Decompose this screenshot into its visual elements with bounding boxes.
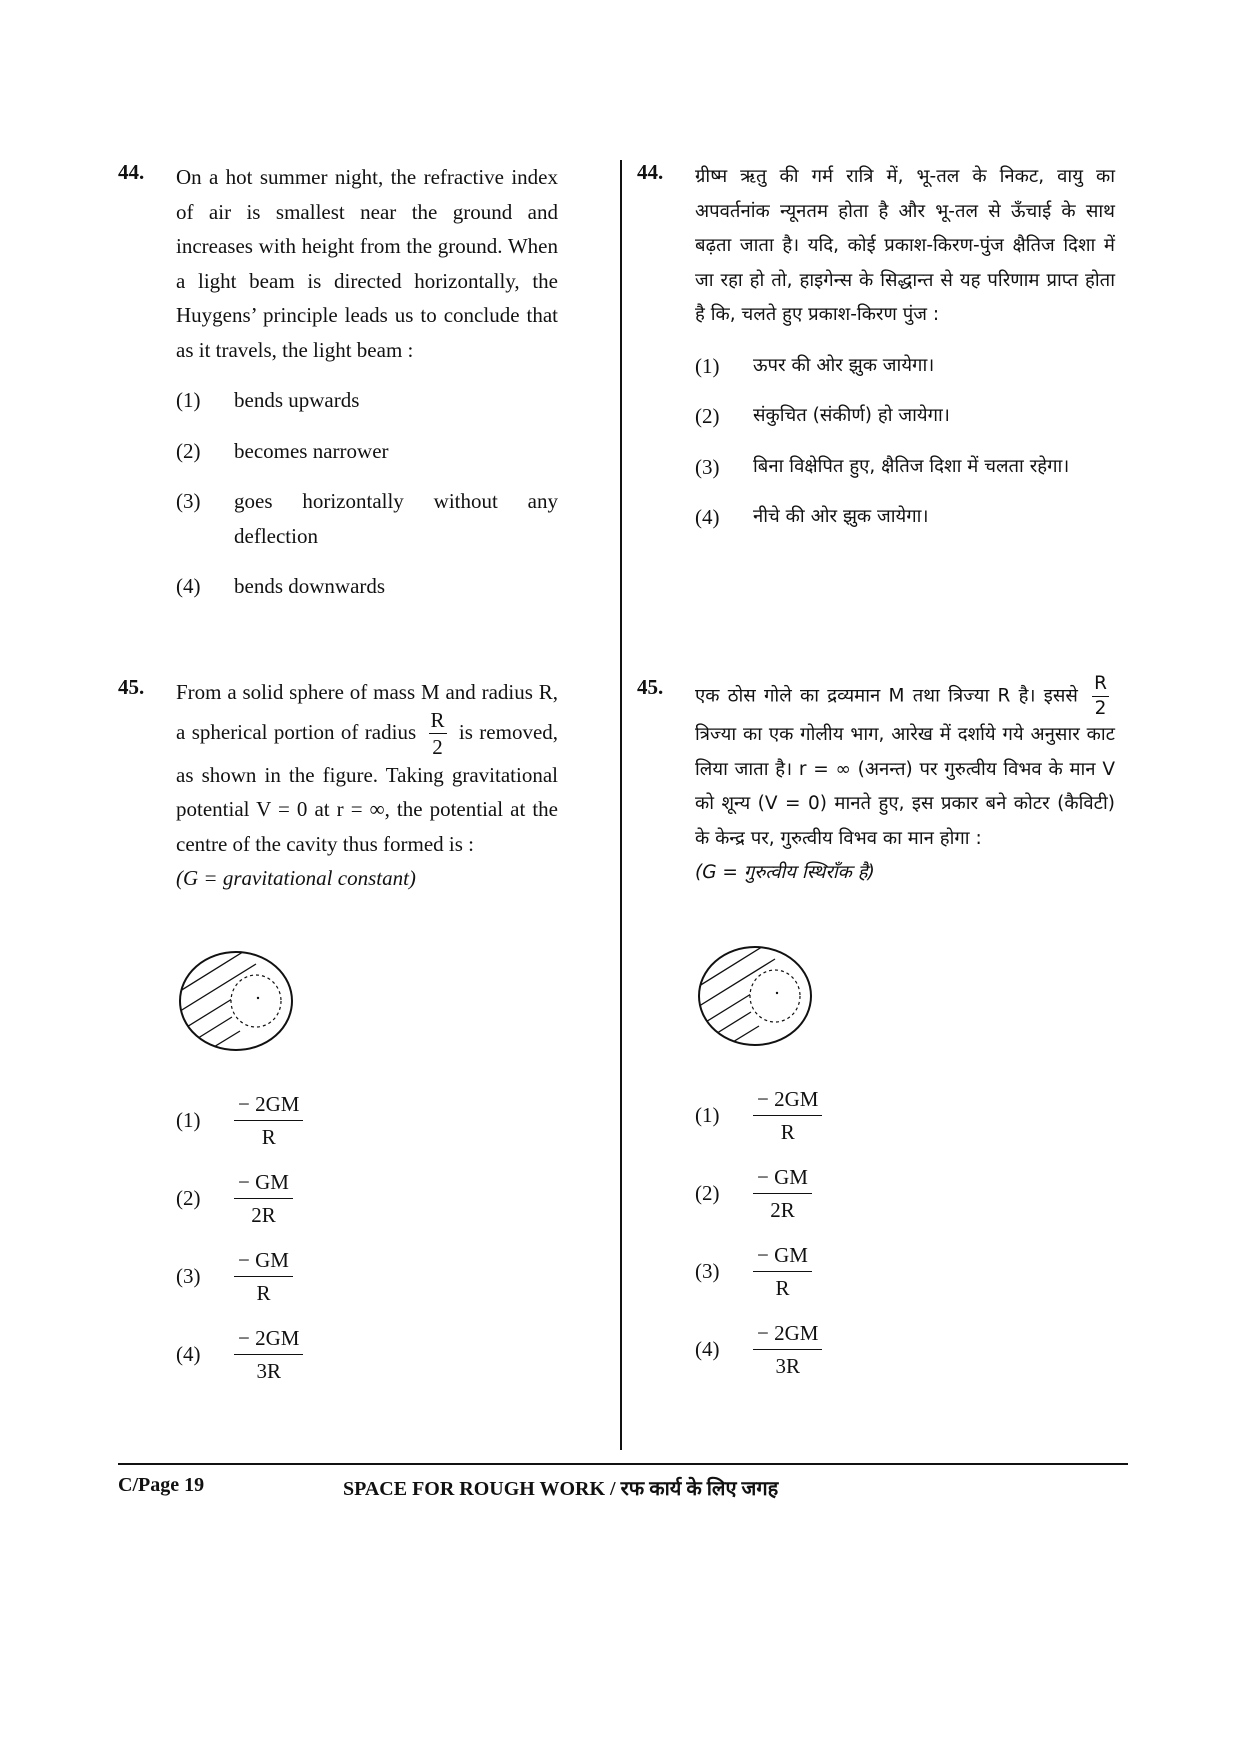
question-text: From a solid sphere of mass M and radius R, a spherical portion of radius $\frac{R}{2}$ is removed, as shown in the figure. Taking gravitational potential V = 0 at r = ∞, the potential at the centre of the cavity thus formed is : (G = gravitational constant) [176,680,559,890]
option-1[interactable]: (1) bends upwards [176,388,360,412]
option-2[interactable]: (2) − GM 2R [695,1155,1115,1233]
options-list [695,1077,1115,1389]
question-45-en [118,675,558,1394]
option-1[interactable]: (1) − 2GM R [695,1077,1115,1155]
constant-note: (G = gravitational constant) [176,866,416,890]
sphere-cavity-figure [695,941,815,1051]
question-number: 45. [637,675,664,699]
footer-rule [118,1463,1128,1465]
option-4[interactable]: (4) नीचे की ओर झुक जायेगा। [695,505,929,529]
option-4[interactable]: (4) − 2GM 3R [695,1311,1115,1389]
question-number: 45. [118,675,145,699]
fraction-r-over-2: $\frac{R}{2}$ [1094,673,1107,719]
option-3[interactable]: (3) goes horizontally without any deflection [176,489,558,548]
question-number: 44. [118,160,145,184]
option-3[interactable]: (3) बिना विक्षेपित हुए, क्षैतिज दिशा में चलता रहेगा। [695,454,1070,479]
option-3[interactable]: (3) − GM R [695,1233,1115,1311]
options-list [695,349,1115,535]
english-column [118,160,559,1383]
question-44-hi [637,160,1115,535]
option-2[interactable]: (2) becomes narrower [176,438,389,463]
option-4[interactable]: (4) bends downwards [176,574,386,598]
question-text: ग्रीष्म ऋतु की गर्म रात्रि में, भू-तल के निकट, वायु का अपवर्तनांक न्यूनतम होता है और भू-तल से ऊँचाई के साथ बढ़ता जाता है। यदि, कोई प्रकाश-किरण-पुंज क्षैतिज दिशा में जा रहा हो तो, हाइगेन्स के सिद्धान्त से यह परिणाम प्राप्त होता है कि, चलते हुए प्रकाश-किरण पुंज : [695,166,1115,325]
options-list [176,1082,558,1394]
constant-note: (G = गुरुत्वीय स्थिराँक है) [695,862,875,883]
fraction-r-over-2: $\frac{R}{2}$ [430,707,445,759]
column-divider [620,160,622,1450]
option-1[interactable]: (1) ऊपर की ओर झुक जायेगा। [695,353,935,378]
option-1[interactable]: (1) − 2GM R [176,1082,558,1160]
page-number: C/Page 19 [118,1474,205,1496]
option-3[interactable]: (3) − GM R [176,1238,558,1316]
question-44-en [118,160,558,604]
rough-work-label: SPACE FOR ROUGH WORK / रफ कार्य के लिए जगह [343,1478,779,1500]
question-text: एक ठोस गोले का द्रव्यमान M तथा त्रिज्या R है। इससे $\frac{R}{2}$ त्रिज्या का एक गोलीय भाग, आरेख में दर्शाये गये अनुसार काट लिया जाता है। r = ∞ (अनन्त) पर गुरुत्वीय विभव के मान V को शून्य (V = 0) मानते हुए, इस प्रकार बने कोटर (कैविटी) के केन्द्र पर, गुरुत्वीय विभव का मान होगा : (G = गुरुत्वीय स्थिराँक है) [695,673,1115,883]
question-number: 44. [637,160,664,184]
option-4[interactable]: (4) − 2GM 3R [176,1316,558,1394]
option-2[interactable]: (2) − GM 2R [176,1160,558,1238]
hindi-column [637,160,1115,1378]
question-text: On a hot summer night, the refractive index of air is smallest near the ground and increases with height from the ground. When a light beam is directed horizontally, the Huygens’ principle leads us to conclude that as it travels, the light beam : [176,165,558,362]
options-list [176,383,558,604]
question-45-hi [637,675,1115,1389]
option-2[interactable]: (2) संकुचित (संकीर्ण) हो जायेगा। [695,404,950,428]
sphere-cavity-figure [176,946,296,1056]
